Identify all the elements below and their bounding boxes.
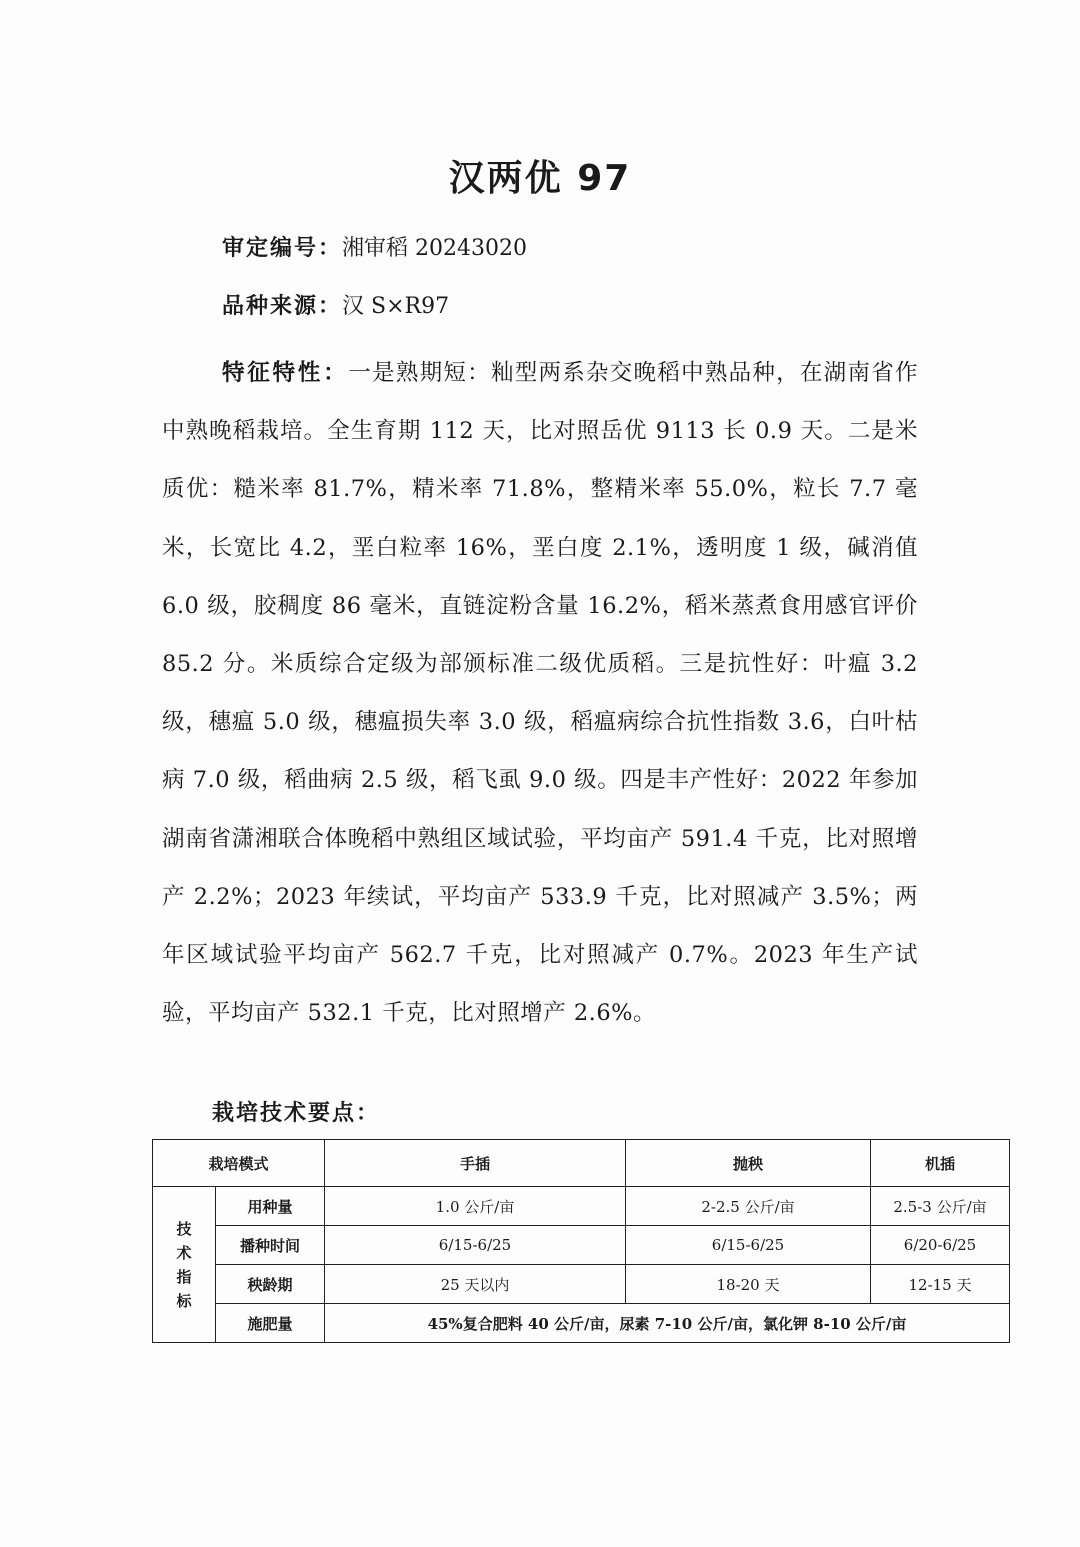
table-cell: 6/15-6/25 — [626, 1226, 871, 1265]
cultivation-title: 栽培技术要点： — [212, 1101, 381, 1126]
table-row — [153, 1187, 1010, 1226]
group-label-char: 标 — [176, 1291, 192, 1310]
group-label-char: 术 — [176, 1243, 192, 1262]
fertilizer-cell: 45%复合肥料 40 公斤/亩，尿素 7-10 公斤/亩，氯化钾 8-10 公斤/亩 — [325, 1304, 1010, 1343]
table-header-row — [153, 1140, 1010, 1187]
table-cell: 6/15-6/25 — [325, 1226, 626, 1265]
document-title: 汉两优 97 — [448, 158, 632, 199]
characteristics-paragraph — [162, 344, 918, 1042]
row-label: 播种时间 — [216, 1226, 325, 1265]
table-cell: 6/20-6/25 — [871, 1226, 1010, 1265]
table-row — [153, 1226, 1010, 1265]
table-cell: 12-15 天 — [871, 1265, 1010, 1304]
approval-number-value: 湘审稻 20243020 — [342, 236, 527, 261]
table-cell: 25 天以内 — [325, 1265, 626, 1304]
column-header-hand: 手插 — [325, 1140, 626, 1187]
cultivation-table — [152, 1139, 1010, 1343]
group-label-char: 指 — [176, 1267, 192, 1286]
table-corner-cell: 栽培模式 — [153, 1140, 325, 1187]
characteristics-text: 一是熟期短：籼型两系杂交晚稻中熟品种，在湖南省作中熟晚稻栽培。全生育期 112 天，比对照岳优 9113 长 0.9 天。二是米质优：糙米率 81.7%，精米率 71.8%，整精米率 55.0%，粒长 7.7 毫米，长宽比 4.2，垩白粒率 16%，垩白度 2.1%，透明度 1 级，碱消值 6.0 级，胶稠度 86 毫米，直链淀粉含量 16.2%，稻米蒸煮食用感官评价 85.2 分。米质综合定级为部颁标准二级优质稻。三是抗性好：叶瘟 3.2 级，穗瘟 5.0 级，穗瘟损失率 3.0 级，稻瘟病综合抗性指数 3.6，白叶枯病 7.0 级，稻曲病 2.5 级，稻飞虱 9.0 级。四是丰产性好：2022 年参加湖南省潇湘联合体晚稻中熟组区域试验，平均亩产 591.4 千克，比对照增产 2.2%；2023 年续试，平均亩产 533.9 千克，比对照减产 3.5%；两年区域试验平均亩产 562.7 千克，比对照减产 0.7%。2023 年生产试验，平均亩产 532.1 千克，比对照增产 2.6%。 — [162, 360, 918, 1027]
table-row — [153, 1265, 1010, 1304]
table-cell: 2-2.5 公斤/亩 — [626, 1187, 871, 1226]
row-label: 秧龄期 — [216, 1265, 325, 1304]
characteristics-label: 特征特性： — [222, 360, 349, 386]
column-header-throw: 抛秧 — [626, 1140, 871, 1187]
row-label: 用种量 — [216, 1187, 325, 1226]
table-row — [153, 1304, 1010, 1343]
column-header-machine: 机插 — [871, 1140, 1010, 1187]
table-cell: 1.0 公斤/亩 — [325, 1187, 626, 1226]
variety-source-label: 品种来源： — [222, 294, 343, 319]
group-label-char: 技 — [176, 1219, 192, 1238]
table-cell: 18-20 天 — [626, 1265, 871, 1304]
variety-source — [222, 292, 449, 322]
table-cell: 2.5-3 公斤/亩 — [871, 1187, 1010, 1226]
approval-number-label: 审定编号： — [222, 236, 343, 261]
row-label-fertilizer: 施肥量 — [216, 1304, 325, 1343]
group-label-cell — [153, 1187, 216, 1343]
variety-source-value: 汉 S×R97 — [342, 294, 450, 319]
approval-number — [222, 234, 527, 264]
